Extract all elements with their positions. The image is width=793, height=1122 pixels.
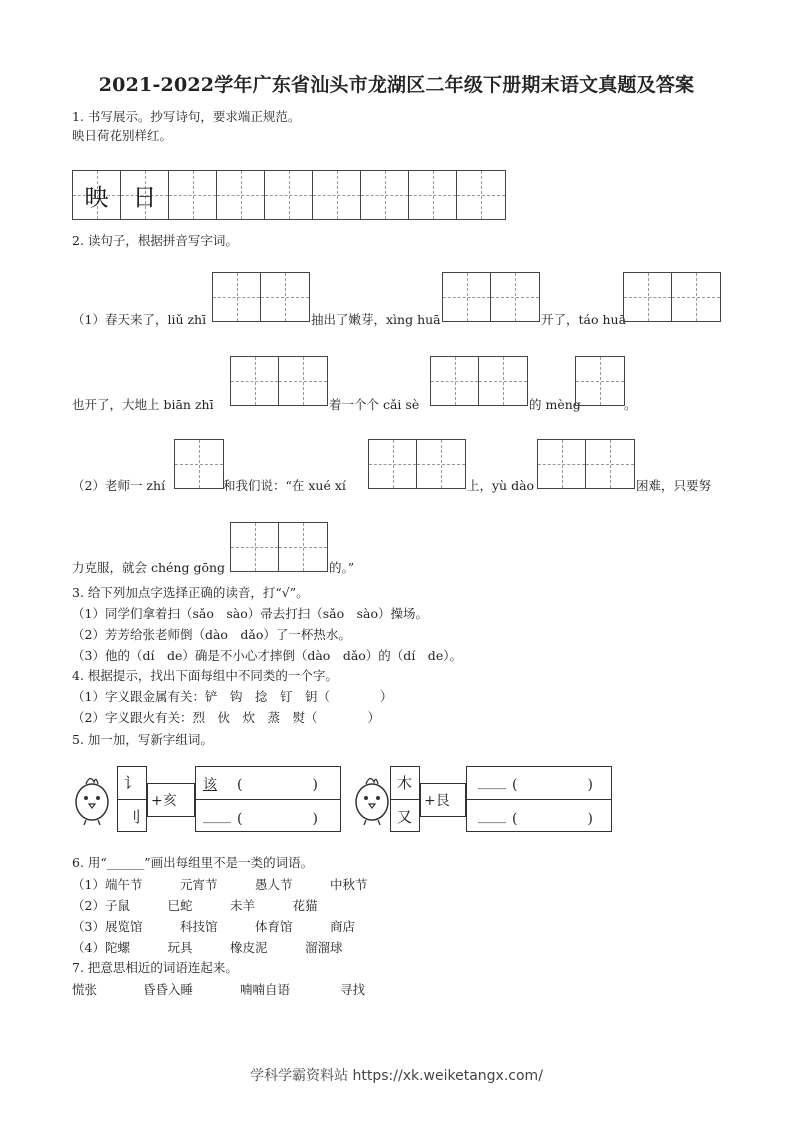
radical-mu: 木 (397, 774, 413, 792)
q2-text-2c: 的 mèng (529, 397, 581, 412)
q2-grid-taohua[interactable] (623, 272, 721, 322)
q2-grid-meng[interactable] (575, 356, 625, 406)
footer-watermark: 学科学霸资料站 https://xk.weiketangx.com/ (250, 1068, 543, 1084)
grid-cell[interactable] (457, 171, 505, 219)
q6-item-2: （2）子鼠 巳蛇 未羊 花猫 (72, 898, 318, 913)
q2-grid-liuzhi[interactable] (212, 272, 310, 322)
grid-cell[interactable] (265, 171, 313, 219)
page-title: 2021-2022学年广东省汕头市龙湖区二年级下册期末语文真题及答案 (98, 74, 695, 96)
q2-grid-bianzhi[interactable] (230, 356, 328, 406)
q4-heading: 4. 根据提示，找出下面每组中不同类的一个字。 (72, 668, 338, 683)
answer-blank[interactable]: ____ (478, 774, 506, 790)
radical-you: 又 (397, 808, 413, 826)
q7-word-4[interactable]: 寻找 (340, 982, 366, 997)
q2-text-1c: 开了，táo huā (541, 312, 627, 327)
q1-heading: 1. 书写展示。抄写诗句，要求端正规范。 (72, 109, 301, 124)
answer-gai[interactable]: 该 (203, 777, 217, 793)
chick-icon (352, 770, 392, 826)
grid-cell[interactable] (409, 171, 457, 219)
q2-grid-chenggong[interactable] (230, 522, 328, 572)
q7-word-2[interactable]: 昏昏入睡 (143, 982, 194, 997)
q2-text-3c: 上，yù dào (467, 478, 535, 493)
q2-text-3a: （2）老师一 zhí (72, 478, 166, 493)
q1-poem: 映日荷花别样红。 (72, 128, 173, 143)
q3-heading: 3. 给下列加点字选择正确的读音，打“√”。 (72, 585, 309, 600)
q2-text-1a: （1）春天来了，liǔ zhī (72, 312, 207, 327)
chick-icon (72, 770, 112, 826)
grid-cell[interactable] (361, 171, 409, 219)
q5-heading: 5. 加一加，写新字组词。 (72, 732, 213, 747)
q7-word-3[interactable]: 喃喃自语 (240, 982, 291, 997)
q2-text-4a: 力克服，就会 chéng gōng (72, 560, 226, 575)
q7-heading: 7. 把意思相近的词语连起来。 (72, 960, 238, 975)
q6-item-4: （4）陀螺 玩具 橡皮泥 溜溜球 (72, 940, 343, 955)
grid-char: 日 (132, 183, 157, 212)
q2-grid-xuexi[interactable] (368, 439, 466, 489)
q2-grid-yudao[interactable] (537, 439, 635, 489)
q2-text-2a: 也开了，大地上 biān zhī (72, 397, 214, 412)
q3-item-2: （2）芳芳给张老师倒（dào dǎo）了一杯热水。 (72, 627, 351, 642)
q4-item-1: （1）字义跟金属有关：铲 钩 捻 钉 钥（ ） (72, 689, 393, 704)
q2-text-2d: 。 (624, 397, 637, 412)
q2-heading: 2. 读句子，根据拼音写字词。 (72, 233, 238, 248)
add-hai: +亥 (151, 793, 177, 809)
grid-cell[interactable] (121, 171, 169, 219)
grid-cell[interactable] (217, 171, 265, 219)
q2-text-1b: 抽出了嫩芽，xìng huā (311, 312, 441, 327)
q6-heading: 6. 用“______”画出每组里不是一类的词语。 (72, 855, 314, 870)
q2-grid-caise[interactable] (430, 356, 528, 406)
q6-item-1: （1）端午节 元宵节 愚人节 中秋节 (72, 877, 368, 892)
q3-item-3: （3）他的（dí de）确是不小心才摔倒（dào dǎo）的（dí de）。 (72, 648, 462, 663)
q7-word-1[interactable]: 慌张 (72, 982, 98, 997)
q1-writing-grid[interactable] (72, 170, 506, 220)
q6-item-3: （3）展览馆 科技馆 体育馆 商店 (72, 919, 355, 934)
q2-text-3b: 和我们说：“在 xué xí (223, 478, 346, 493)
q2-grid-zhi[interactable] (174, 439, 224, 489)
grid-cell[interactable] (169, 171, 217, 219)
answer-blank[interactable]: ____ (478, 808, 506, 824)
q2-text-3d: 困难，只要努 (636, 478, 712, 493)
answer-blank[interactable]: ____ (203, 808, 231, 824)
add-gen: +艮 (424, 793, 450, 809)
q2-text-2b: 着一个个 cǎi sè (329, 397, 420, 412)
grid-char: 映 (84, 183, 109, 212)
radical-dao: 刂 (126, 808, 142, 826)
q2-grid-xinghua[interactable] (442, 272, 540, 322)
grid-cell[interactable] (73, 171, 121, 219)
grid-cell[interactable] (313, 171, 361, 219)
q3-item-1: （1）同学们拿着扫（sǎo sào）帚去打扫（sǎo sào）操场。 (72, 606, 429, 621)
q4-item-2: （2）字义跟火有关：烈 伙 炊 蒸 熨（ ） (72, 710, 380, 725)
q2-text-4b: 的。” (329, 560, 355, 575)
radical-yan: 讠 (124, 774, 140, 792)
